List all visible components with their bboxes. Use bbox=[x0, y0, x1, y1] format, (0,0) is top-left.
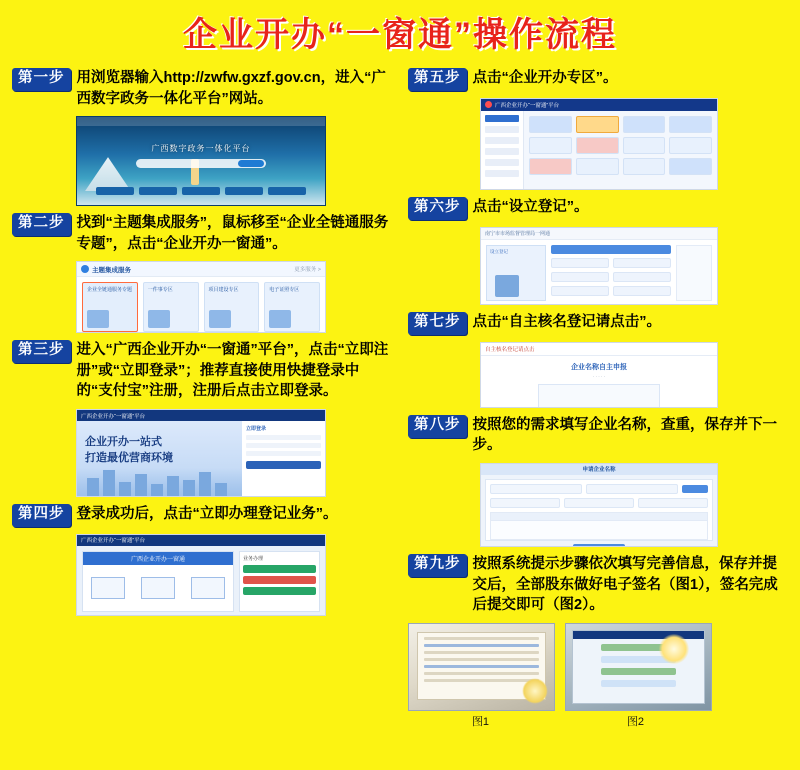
platform-body bbox=[77, 421, 325, 497]
photo-2-caption: 图2 bbox=[626, 715, 645, 728]
step-1 bbox=[12, 68, 390, 206]
poster-columns bbox=[0, 62, 800, 770]
zone-tile[interactable] bbox=[623, 116, 666, 133]
login-username-input[interactable] bbox=[246, 435, 321, 440]
step-8-badge: 第八步 bbox=[408, 415, 467, 438]
photo-1 bbox=[408, 623, 555, 711]
name-check-notice[interactable]: 自主核名登记请点击 bbox=[485, 346, 535, 353]
step-2 bbox=[12, 213, 390, 333]
reg-option-row bbox=[551, 272, 671, 282]
step-6-badge: 第六步 bbox=[408, 197, 467, 220]
photo-1-line bbox=[424, 679, 539, 682]
photo-1-line bbox=[424, 644, 539, 647]
platform-headline-2: 打造最优营商环境 bbox=[85, 452, 173, 465]
reg-option-setup[interactable] bbox=[551, 245, 671, 254]
step-7-badge: 第七步 bbox=[408, 312, 467, 335]
login-submit-button[interactable] bbox=[246, 461, 321, 469]
theme-card-one-thing[interactable] bbox=[143, 282, 199, 332]
step-1-badge: 第一步 bbox=[12, 68, 71, 91]
portal-nav-item[interactable] bbox=[225, 187, 263, 195]
photo-2-glare bbox=[659, 634, 689, 664]
platform-building bbox=[167, 476, 179, 497]
reg-side-panel bbox=[676, 245, 712, 301]
apply-name-input[interactable] bbox=[564, 498, 634, 508]
step-9-head bbox=[408, 554, 790, 616]
other-action-button[interactable] bbox=[243, 587, 316, 595]
theme-card-label: 电子证照专区 bbox=[269, 287, 300, 294]
photo-1-line bbox=[424, 658, 539, 661]
theme-card-label: 企业全链通服务专题 bbox=[87, 287, 133, 294]
theme-card-label: 项目建设专区 bbox=[208, 287, 239, 294]
name-check-title: 企业名称自主申报 bbox=[571, 363, 627, 371]
zone-titlebar bbox=[481, 99, 717, 111]
reg-illustration-card bbox=[486, 245, 546, 301]
apply-name-row bbox=[490, 484, 708, 494]
theme-service-more-link[interactable]: 更多服务 > bbox=[294, 267, 321, 274]
reg-options bbox=[551, 245, 671, 301]
portal-nav-item[interactable] bbox=[182, 187, 220, 195]
step-9 bbox=[408, 554, 790, 729]
step-8-head bbox=[408, 415, 790, 456]
apply-name-input[interactable] bbox=[490, 498, 560, 508]
step-5-head bbox=[408, 68, 790, 91]
portal-search-button[interactable] bbox=[238, 160, 264, 167]
step-6-text: 点击“设立登记”。 bbox=[472, 198, 589, 215]
portal-nav-item[interactable] bbox=[96, 187, 134, 195]
photo-1-line bbox=[424, 665, 539, 668]
login-panel-title: 立即登录 bbox=[246, 426, 267, 433]
apply-name-title: 申请企业名称 bbox=[582, 467, 616, 474]
step-6-head bbox=[408, 197, 790, 220]
step-6-screenshot bbox=[480, 227, 718, 305]
step-7-screenshot bbox=[480, 342, 718, 408]
dashboard-side-panel bbox=[239, 551, 320, 612]
step-4-badge: 第四步 bbox=[12, 504, 71, 527]
dashboard-flow-box bbox=[91, 577, 125, 599]
reg-illustration-label: 设立登记 bbox=[490, 248, 508, 254]
theme-card-image bbox=[87, 310, 109, 328]
reg-titlebar bbox=[481, 228, 717, 240]
zone-tile[interactable] bbox=[669, 116, 712, 133]
step-3-screenshot bbox=[76, 409, 326, 497]
platform-building bbox=[87, 478, 99, 497]
theme-card-image bbox=[209, 310, 231, 328]
platform-building bbox=[119, 482, 131, 497]
step-5-badge: 第五步 bbox=[408, 68, 467, 91]
reg-option-row bbox=[551, 258, 671, 268]
step-9-badge: 第九步 bbox=[408, 554, 467, 577]
step-4-screenshot bbox=[76, 534, 326, 616]
step-7-head bbox=[408, 312, 790, 335]
zone-tile[interactable] bbox=[623, 158, 666, 175]
platform-building bbox=[183, 480, 195, 497]
handle-registration-button[interactable] bbox=[243, 565, 316, 573]
theme-card-image bbox=[148, 310, 170, 328]
page-title: 企业开办“一窗通”操作流程 bbox=[183, 15, 617, 54]
theme-service-title: 主题集成服务 bbox=[92, 266, 131, 274]
photo-2-step bbox=[601, 668, 677, 675]
portal-nav-item[interactable] bbox=[139, 187, 177, 195]
dashboard-side-title: 业务办理 bbox=[243, 555, 264, 562]
portal-search-input[interactable] bbox=[136, 159, 266, 168]
reg-option[interactable] bbox=[551, 272, 609, 282]
poster-title-bar bbox=[0, 0, 800, 62]
zone-tile[interactable] bbox=[576, 158, 619, 175]
step-8-text: 按照您的需求填写企业名称，查重，保存并下一步。 bbox=[472, 416, 777, 454]
zone-sidebar-item[interactable] bbox=[485, 159, 519, 166]
theme-card-e-license[interactable] bbox=[264, 282, 320, 332]
name-check-topbar bbox=[481, 343, 717, 356]
reg-illustration-figure bbox=[495, 275, 519, 297]
reg-option[interactable] bbox=[613, 272, 671, 282]
step-4-head bbox=[12, 504, 390, 527]
platform-headline-1: 企业开办一站式 bbox=[85, 436, 162, 449]
platform-building bbox=[151, 484, 163, 497]
theme-card-image bbox=[269, 310, 291, 328]
platform-title: 广西企业开办“一窗通”平台 bbox=[81, 413, 146, 420]
step-1-screenshot bbox=[76, 116, 326, 206]
theme-service-header bbox=[77, 262, 325, 277]
platform-building bbox=[199, 472, 211, 497]
step-7-text: 点击“自主核名登记请点击”。 bbox=[472, 313, 661, 330]
photo-2-step bbox=[601, 680, 677, 687]
dashboard-flow-box bbox=[141, 577, 175, 599]
portal-nav bbox=[77, 187, 325, 195]
step-5-screenshot bbox=[480, 98, 718, 190]
photo-1-glare bbox=[522, 678, 548, 704]
zone-sidebar-item[interactable] bbox=[485, 115, 519, 122]
platform-building bbox=[215, 483, 227, 497]
dashboard-main-title: 广西企业开办一窗通 bbox=[83, 552, 233, 565]
zone-sidebar-item[interactable] bbox=[485, 148, 519, 155]
left-column bbox=[0, 62, 400, 770]
dashboard-main-card bbox=[82, 551, 234, 612]
zone-tile-grid bbox=[524, 111, 717, 190]
reg-title: 南宁市市场监督管理局一网通 bbox=[485, 230, 551, 237]
dashboard-flow-row bbox=[83, 577, 233, 599]
platform-titlebar bbox=[77, 410, 325, 421]
portal-mountain-graphic bbox=[85, 157, 131, 191]
apply-name-table-header bbox=[491, 513, 707, 521]
step-1-text: 用浏览器输入http://zwfw.gxzf.gov.cn，进入“广西数字政务一体化平台”网站。 bbox=[76, 70, 386, 107]
step-8-screenshot bbox=[480, 463, 718, 547]
theme-service-cards bbox=[77, 277, 325, 333]
step-6 bbox=[408, 197, 790, 305]
step-8 bbox=[408, 415, 790, 547]
dashboard-title: 广西企业开办“一窗通”平台 bbox=[81, 538, 146, 545]
photo-1-line bbox=[424, 672, 539, 675]
query-progress-button[interactable] bbox=[243, 576, 316, 584]
reg-option[interactable] bbox=[551, 258, 609, 268]
step-9-text: 按照系统提示步骤依次填写完善信息，保存并提交后，全部股东做好电子签名（图1），签名完成后提交即可（图2）。 bbox=[472, 555, 778, 614]
zone-logo-icon bbox=[485, 101, 492, 108]
zone-tile[interactable] bbox=[529, 116, 572, 133]
apply-name-input[interactable] bbox=[638, 498, 708, 508]
step-2-badge: 第二步 bbox=[12, 213, 71, 236]
zone-tile[interactable] bbox=[623, 137, 666, 154]
dashboard-flow-box bbox=[191, 577, 225, 599]
step-1-head bbox=[12, 68, 390, 109]
apply-name-input[interactable] bbox=[586, 484, 678, 494]
zone-tile[interactable] bbox=[529, 137, 572, 154]
right-column bbox=[400, 62, 800, 770]
step-7 bbox=[408, 312, 790, 408]
step-3 bbox=[12, 340, 390, 497]
step-3-badge: 第三步 bbox=[12, 340, 71, 363]
zone-sidebar-item[interactable] bbox=[485, 170, 519, 177]
login-password-input[interactable] bbox=[246, 443, 321, 448]
step-3-text: 进入“广西企业开办“一窗通”平台”，点击“立即注册”或“立即登录”；推荐直接使用快捷登录中的“支付宝”注册，注册后点击立即登录。 bbox=[76, 342, 389, 400]
zone-title: 广西企业开办“一窗通”平台 bbox=[495, 102, 560, 109]
step-3-head bbox=[12, 340, 390, 402]
dashboard-titlebar bbox=[77, 535, 325, 546]
save-next-button[interactable] bbox=[573, 544, 625, 547]
portal-topbar bbox=[77, 117, 325, 126]
zone-tile-enterprise-start[interactable] bbox=[576, 116, 619, 133]
step-4 bbox=[12, 504, 390, 616]
platform-building bbox=[103, 470, 115, 497]
name-check-panel[interactable] bbox=[538, 384, 660, 408]
step-9-captions bbox=[408, 711, 790, 729]
zone-body bbox=[481, 111, 717, 190]
portal-hero-title: 广西数字政务一体化平台 bbox=[151, 144, 251, 154]
login-captcha-input[interactable] bbox=[246, 451, 321, 456]
step-5-text: 点击“企业开办专区”。 bbox=[472, 70, 618, 86]
apply-name-actions bbox=[490, 544, 708, 547]
step-2-text: 找到“主题集成服务”，鼠标移至“企业全链通服务专题”，点击“企业开办一窗通”。 bbox=[76, 215, 389, 252]
reg-option[interactable] bbox=[551, 286, 609, 296]
platform-banner bbox=[77, 421, 242, 497]
photo-1-caption: 图1 bbox=[471, 715, 490, 728]
portal-nav-item[interactable] bbox=[268, 187, 306, 195]
reg-option-row bbox=[551, 286, 671, 296]
apply-name-input[interactable] bbox=[490, 484, 582, 494]
zone-tile[interactable] bbox=[669, 158, 712, 175]
photo-1-line bbox=[424, 637, 539, 640]
theme-card-project[interactable] bbox=[204, 282, 260, 332]
apply-name-row bbox=[490, 498, 708, 508]
login-panel bbox=[242, 421, 325, 497]
step-9-photos bbox=[408, 623, 790, 711]
step-2-head bbox=[12, 213, 390, 254]
zone-sidebar-item[interactable] bbox=[485, 126, 519, 133]
apply-name-table bbox=[490, 512, 708, 540]
apply-name-titlebar bbox=[481, 464, 717, 475]
apply-name-form bbox=[485, 479, 713, 541]
theme-card-label: 一件事专区 bbox=[147, 287, 173, 294]
name-check-subtitle: · · · · · bbox=[592, 373, 606, 379]
reg-body bbox=[481, 240, 717, 305]
zone-sidebar bbox=[481, 111, 524, 190]
reg-option[interactable] bbox=[613, 258, 671, 268]
step-4-text: 登录成功后，点击“立即办理登记业务”。 bbox=[76, 506, 338, 523]
step-5 bbox=[408, 68, 790, 190]
photo-2 bbox=[565, 623, 712, 711]
zone-tile[interactable] bbox=[529, 158, 572, 175]
theme-service-icon bbox=[81, 265, 89, 273]
zone-tile[interactable] bbox=[576, 137, 619, 154]
photo-1-line bbox=[424, 651, 539, 654]
zone-sidebar-item[interactable] bbox=[485, 137, 519, 144]
step-2-screenshot bbox=[76, 261, 326, 333]
check-duplicate-button[interactable] bbox=[682, 485, 708, 493]
reg-option[interactable] bbox=[613, 286, 671, 296]
theme-card-enterprise-chain[interactable] bbox=[82, 282, 138, 332]
dashboard-body bbox=[77, 546, 325, 616]
platform-building bbox=[135, 474, 147, 497]
zone-tile[interactable] bbox=[669, 137, 712, 154]
name-check-main bbox=[481, 356, 717, 408]
